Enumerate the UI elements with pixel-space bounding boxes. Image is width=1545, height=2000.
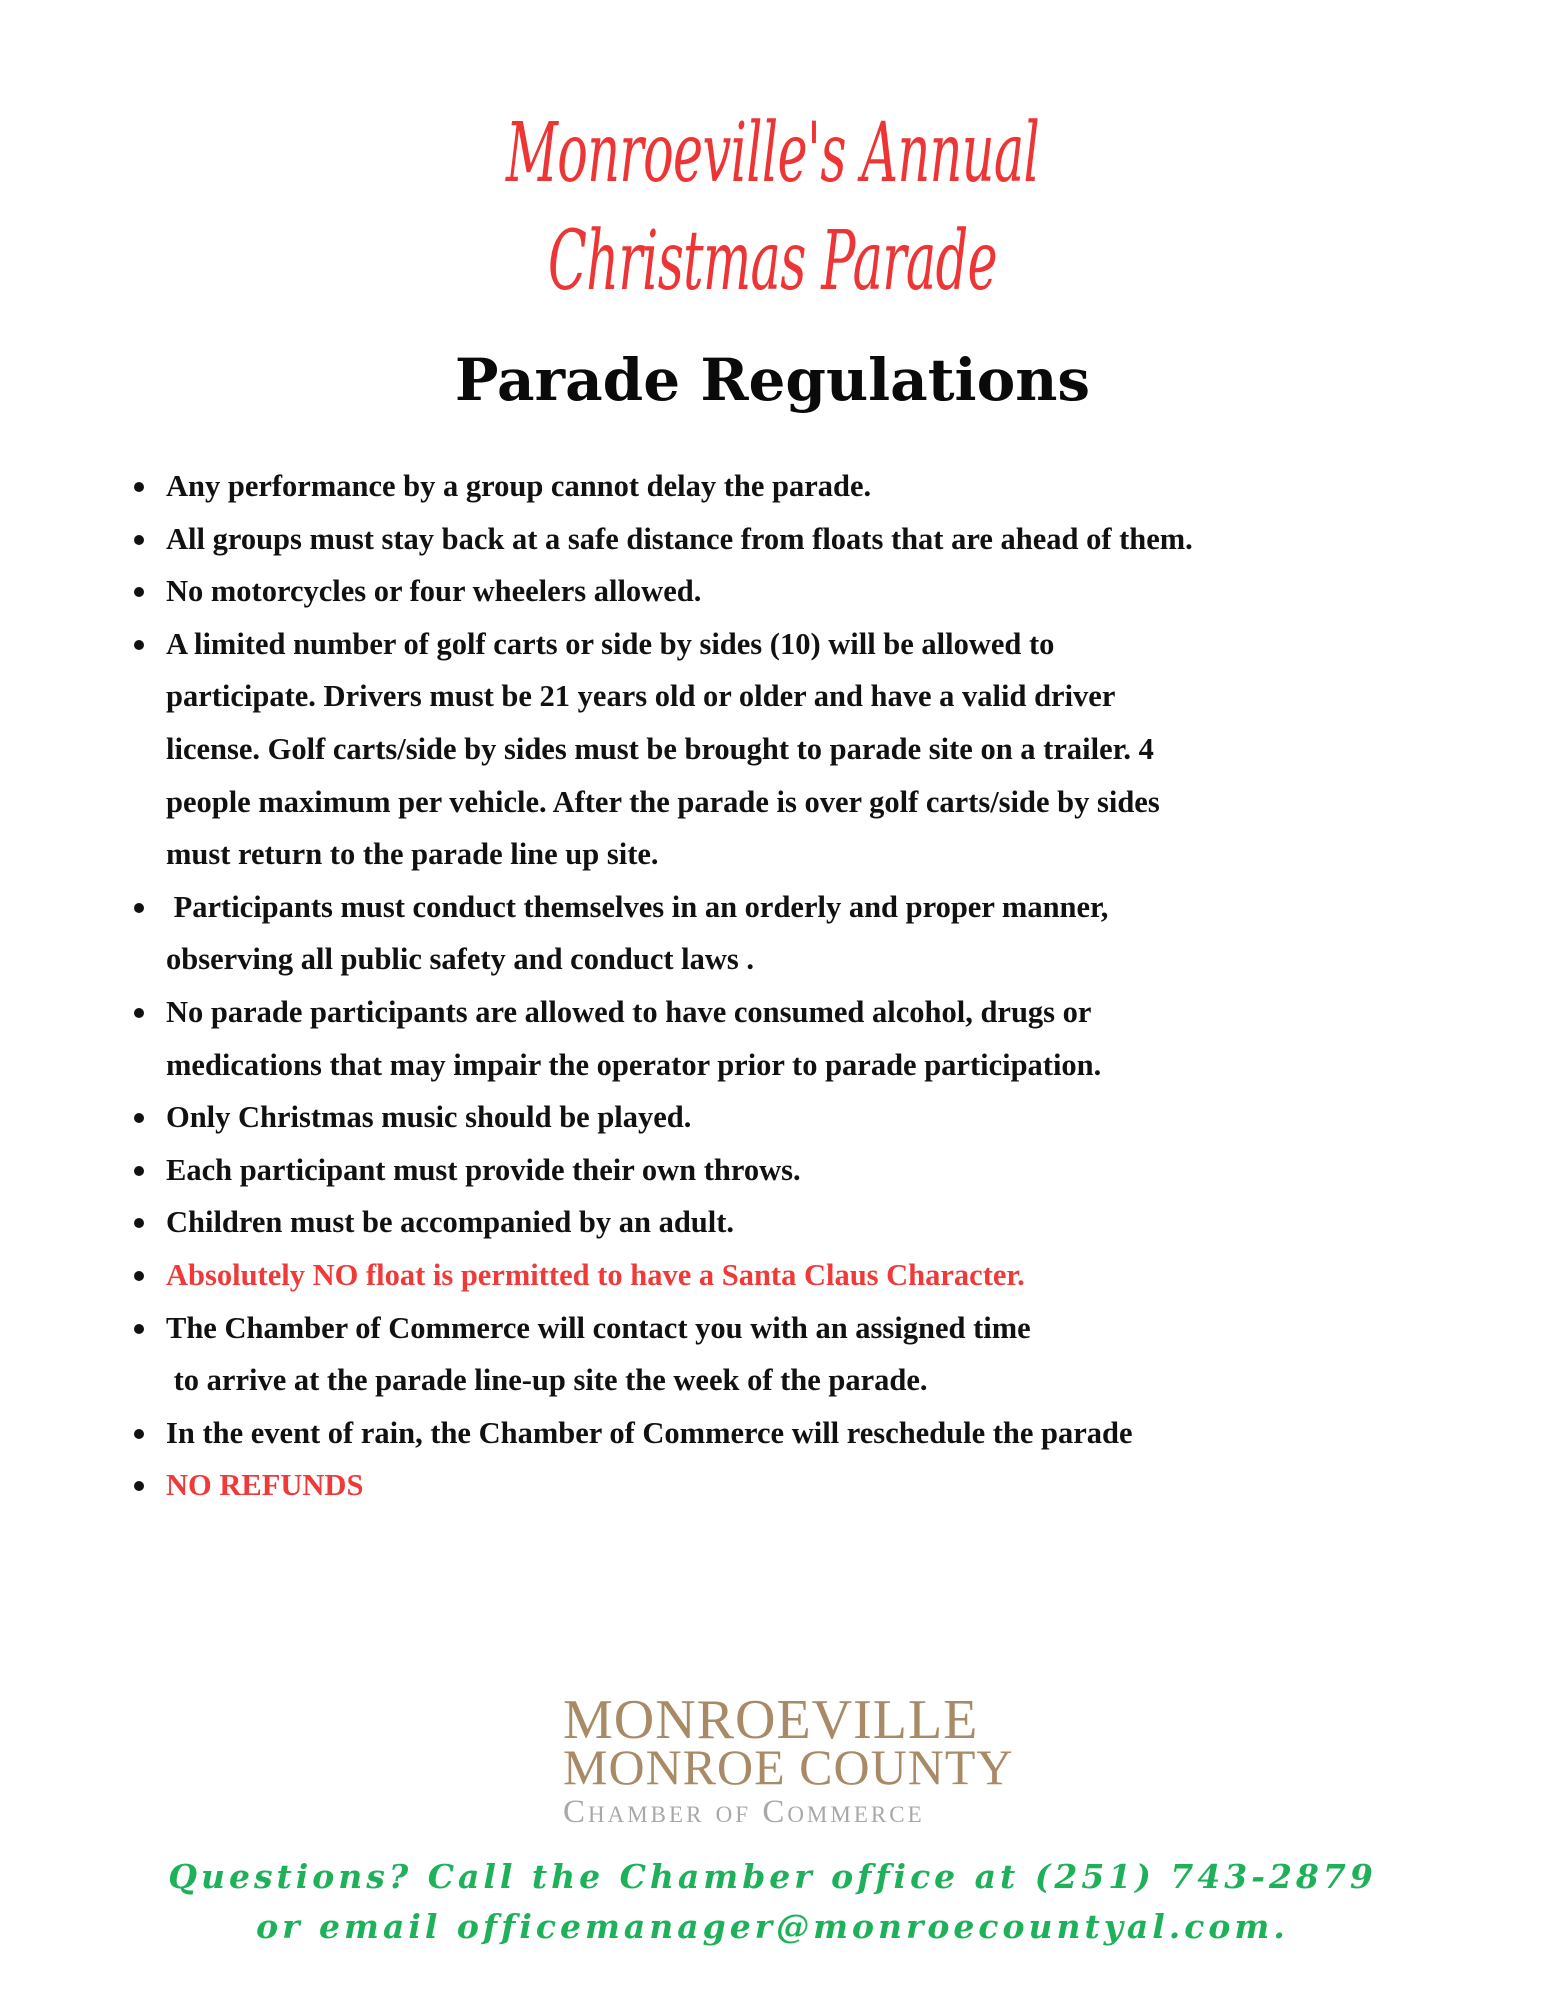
regulation-text: NO REFUNDS — [166, 1468, 364, 1503]
bullet-icon — [134, 1218, 144, 1228]
bullet-icon — [134, 587, 144, 597]
bullet-icon — [134, 1324, 144, 1334]
regulation-text: Each participant must provide their own throws. — [166, 1152, 801, 1187]
event-script-title — [0, 100, 1545, 316]
chamber-logo — [563, 1688, 1014, 1838]
regulations-list — [130, 460, 1430, 1512]
regulation-text: A limited number of golf carts or side by sides (10) will be allowed to — [166, 626, 1055, 661]
logo-line-monroe-county: MONROE COUNTY — [563, 1739, 1014, 1795]
regulation-item — [130, 881, 1430, 986]
bullet-icon — [134, 535, 144, 545]
bullet-icon — [134, 1429, 144, 1439]
regulation-text: Participants must conduct themselves in an orderly and proper manner, — [166, 889, 1109, 924]
logo-line-chamber: Chamber of Commerce — [563, 1794, 925, 1830]
bullet-icon — [134, 482, 144, 492]
regulation-text: people maximum per vehicle. After the parade is over golf carts/side by sides — [166, 784, 1160, 819]
regulation-text: Any performance by a group cannot delay the parade. — [166, 469, 872, 503]
regulation-text: The Chamber of Commerce will contact you with an assigned time — [166, 1310, 1031, 1345]
regulation-text: Children must be accompanied by an adult. — [166, 1205, 735, 1240]
script-title-line: Christmas Parade — [547, 214, 998, 309]
regulation-text: No parade participants are allowed to have consumed alcohol, drugs or — [166, 994, 1092, 1029]
script-title-line: Monroeville's Annual — [505, 106, 1040, 201]
footer-email-line: or email officemanager@monroecountyal.com. — [256, 1907, 1289, 1946]
regulation-text: All groups must stay back at a safe distance from floats that are ahead of them. — [166, 521, 1193, 556]
bullet-icon — [134, 1481, 144, 1491]
regulation-item — [130, 565, 1430, 618]
regulation-item — [130, 1091, 1430, 1144]
regulation-text: observing all public safety and conduct laws . — [166, 942, 755, 977]
contact-footer — [0, 1852, 1545, 1952]
footer-phone-line: Questions? Call the Chamber office at (251) 743-2879 — [168, 1857, 1377, 1896]
page-title: Parade Regulations — [454, 346, 1091, 414]
bullet-icon — [134, 903, 144, 913]
regulation-text: must return to the parade line up site. — [166, 837, 659, 872]
regulation-text: No motorcycles or four wheelers allowed. — [166, 574, 702, 609]
regulation-item — [130, 986, 1430, 1091]
regulation-item — [130, 1302, 1430, 1407]
bullet-icon — [134, 640, 144, 650]
bullet-icon — [134, 1113, 144, 1123]
regulation-text: Only Christmas music should be played. — [166, 1100, 692, 1135]
regulation-text: to arrive at the parade line-up site the week of the parade. — [166, 1363, 928, 1398]
regulation-text: license. Golf carts/side by sides must be brought to parade site on a trailer. 4 — [166, 731, 1154, 766]
regulation-item — [130, 1196, 1430, 1249]
logo-line-monroeville: MONROEVILLE — [563, 1689, 979, 1751]
regulation-item — [130, 618, 1430, 881]
regulation-text: Absolutely NO float is permitted to have a Santa Claus Character. — [166, 1257, 1025, 1292]
regulation-item — [130, 1249, 1430, 1302]
bullet-icon — [134, 1271, 144, 1281]
regulation-text: In the event of rain, the Chamber of Commerce will reschedule the parade — [166, 1415, 1133, 1450]
regulation-item — [130, 513, 1430, 566]
regulation-item — [130, 1407, 1430, 1460]
regulation-item — [130, 1459, 1430, 1512]
bullet-icon — [134, 1008, 144, 1018]
regulation-text: participate. Drivers must be 21 years old or older and have a valid driver — [166, 679, 1116, 714]
regulation-item — [130, 1144, 1430, 1197]
bullet-icon — [134, 1166, 144, 1176]
regulation-item — [130, 460, 1430, 513]
regulation-text: medications that may impair the operator prior to parade participation. — [166, 1047, 1102, 1082]
